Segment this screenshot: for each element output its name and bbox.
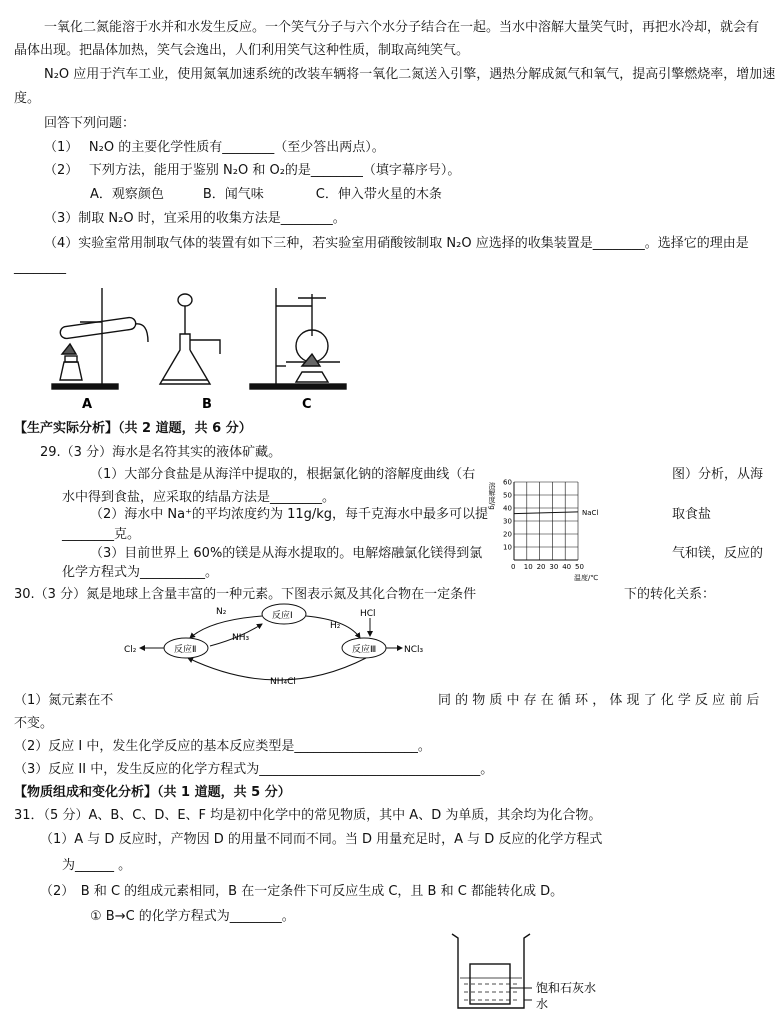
y-tick-label: 10 [503,543,512,552]
label-nh4cl: NH₄Cl [270,677,296,687]
reaction-1-label: 反应Ⅰ [272,611,293,621]
label-nh3: NH₃ [232,633,250,643]
reaction-2-label: 反应Ⅱ [174,645,197,655]
y-tick-label: 60 [503,478,512,487]
q29-part1: （1）大部分食盐是从海洋中提取的，根据氯化钠的溶解度曲线（右 [90,467,476,482]
q30-answer-2: （2）反应 I 中，发生化学反应的基本反应类型是___________________。 [14,739,431,754]
section-material-heading: 【物质组成和变化分析】（共 1 道题，共 5 分） [14,785,291,800]
q30-answer-1-right: 同 的 物 质 中 存 在 循 环 ， 体 现 了 化 学 反 应 前 后 [438,693,760,708]
q29-part1-right: 图）分析，从海 [672,467,764,482]
q29-part2-right: 取食盐 [672,507,712,522]
series-line-nacl [514,512,578,514]
apparatus-figure [50,284,370,412]
beaker [452,934,530,1008]
label-cl2: Cl₂ [124,645,137,655]
q31-part1: （1）A 与 D 反应时，产物因 D 的用量不同而不同。当 D 用量充足时，A 与 D 反应的化学方程式 [40,832,603,847]
question-1: （1） N₂O 的主要化学性质有________（至少答出两点）。 [44,140,385,155]
q29-part3: （3）目前世界上 60%的镁是从海水提取的。电解熔融氯化镁得到氯 [90,546,483,561]
apparatus-label-a: A [82,397,93,412]
apparatus-label-b: B [202,397,212,412]
q29-stem: 29.（3 分）海水是名符其实的液体矿藏。 [40,445,282,460]
apparatus-c [250,288,346,389]
label-n2: N₂ [216,607,227,617]
q29-part3-cont: 化学方程式为__________。 [62,565,219,580]
y-tick-label: 50 [503,491,512,500]
beaker-label-limewater: 饱和石灰水 [536,981,597,995]
intro-paragraph-2-cont: 度。 [14,91,41,106]
x-tick-label: 40 [562,563,572,571]
beaker-figure [440,928,620,1016]
answer-prompt: 回答下列问题： [44,116,136,131]
y-tick-label: 20 [503,530,512,539]
beaker-label-water: 水 [536,997,549,1011]
q29-part1-cont: 水中得到食盐，应采取的结晶方法是________。 [62,490,336,505]
x-axis-label: 温度/℃ [574,574,599,582]
apparatus-b [160,294,220,384]
q31-stem: 31．（5 分）A、B、C、D、E、F 均是初中化学中的常见物质，其中 A、D 为单质，其余均为化合物。 [14,808,602,823]
inner-beaker [470,964,510,1004]
question-4: （4）实验室常用制取气体的装置有如下三种，若实验室用硝酸铵制取 N₂O 应选择的收集装置是________。选择它的理由是 [44,236,749,251]
q30-answer-1: （1）氮元素在不 [14,693,114,708]
intro-paragraph-1-cont: 晶体出现。把晶体加热，笑气会逸出，人们利用笑气这种性质，制取高纯笑气。 [14,43,470,58]
label-h2: H₂ [330,621,341,631]
reaction-3-label: 反应Ⅲ [352,645,377,655]
question-4-cont: ________ [14,260,66,275]
y-tick-label: 40 [503,504,512,513]
q30-answer-3: （3）反应 II 中，发生反应的化学方程式为__________________________________。 [14,762,494,777]
q30-answer-1-cont: 不变。 [14,716,54,731]
x-tick-label: 10 [523,563,533,571]
x-tick-label: 20 [536,563,546,571]
y-axis-label: 溶解度/g [488,482,496,510]
q29-part2: （2）海水中 Na⁺的平均浓度约为 11g/kg，每千克海水中最多可以提 [90,507,489,522]
series-label-nacl: NaCl [582,508,599,517]
label-ncl3: NCl₃ [404,645,424,655]
x-tick-label: 0 [511,563,516,571]
question-2-options: A．观察颜色 B．闻气味 C．伸入带火星的木条 [90,187,442,202]
q31-part2-sub1: ① B→C 的化学方程式为________。 [90,909,295,924]
label-hcl: HCl [360,609,376,619]
question-3: （3）制取 N₂O 时，宜采用的收集方法是________。 [44,211,346,226]
intro-paragraph-1: 一氧化二氮能溶于水并和水发生反应。一个笑气分子与六个水分子结合在一起。当水中溶解大量笑气时，再把水冷却，就会有 [44,20,760,35]
intro-paragraph-2: N₂O 应用于汽车工业，使用氮氧加速系统的改装车辆将一氧化二氮送入引擎，遇热分解成氮气和氧气，提高引擎燃烧率，增加速 [44,67,775,82]
q29-part3-right: 气和镁，反应的 [672,546,764,561]
section-production-heading: 【生产实际分析】（共 2 道题，共 6 分） [14,421,252,436]
q30-stem-right: 下的转化关系： [624,587,716,602]
solubility-chart [490,472,640,582]
question-2: （2） 下列方法，能用于鉴别 N₂O 和 O₂的是________（填字幕序号）。 [44,163,461,178]
q30-stem: 30.（3 分）氮是地球上含量丰富的一种元素。下图表示氮及其化合物在一定条件 [14,587,477,602]
x-tick-label: 50 [575,563,584,571]
x-tick-label: 30 [549,563,559,571]
apparatus-a [52,288,148,389]
y-tick-label: 30 [503,517,512,526]
nitrogen-cycle-diagram [120,602,440,692]
q31-part2: （2） B 和 C 的组成元素相同，B 在一定条件下可反应生成 C，且 B 和 C 都能转化成 D。 [40,884,564,899]
q31-part1-cont: 为______ 。 [62,858,132,873]
q29-part2-cont: ________克。 [62,527,141,542]
apparatus-label-c: C [302,397,312,412]
